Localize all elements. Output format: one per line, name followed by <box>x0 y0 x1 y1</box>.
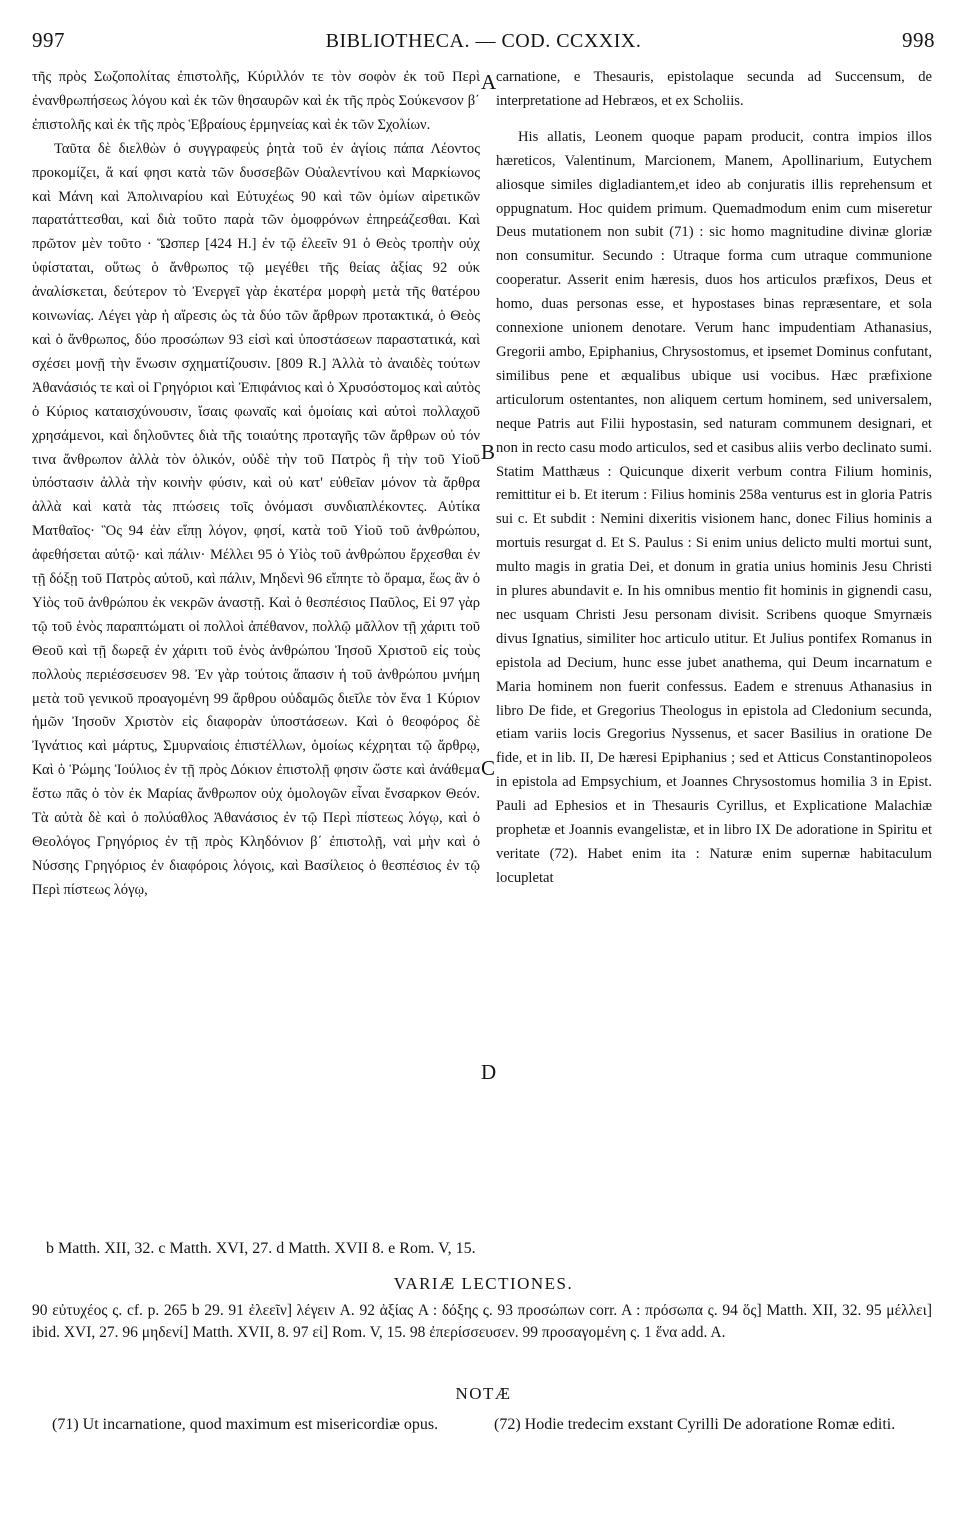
running-title: BIBLIOTHECA. — COD. CCXXIX. <box>325 30 642 52</box>
latin-text-column <box>496 66 932 891</box>
scripture-footnotes: b Matth. XII, 32. c Matth. XVI, 27. d Matth. XVII 8. e Rom. V, 15. <box>46 1240 476 1257</box>
margin-marker-c: C <box>481 756 496 780</box>
page-header <box>32 28 935 58</box>
greek-paragraph-2: Ταῦτα δὲ διελθὼν ὁ συγγραφεὺς ῥητὰ τοῦ ἐν ἁγίοις πάπα Λέοντος προκομίζει, ἅ καί φησι κατὰ τῶν δυσσεβῶν Οὐαλεντίνου καὶ Μαρκίωνος καὶ Μάνη καὶ Ἀπολιναρίου καὶ Εὐτυχέως 90 καὶ τῶν ὁμίων αἱρετικῶν παρατάττεσθαι, καὶ διὰ τοῦτο παρὰ τῶν ὁμοφρόνων ἐπηρεάζεσθαι. Καὶ πρῶτον μὲν τοῦτο · Ὥσπερ [424 H.] ἐν τῷ ἐλεεῖν 91 ὁ Θεὸς τροπὴν οὐχ ὑφίσταται, οὕτως ὁ ἄνθρωπος τῷ μεγέθει τῆς θείας ἀξίας 92 οὐκ ἀναλίσκεται, δεύτερον τὸ Ἐνεργεῖ γὰρ ἑκατέρα μορφὴ μετὰ τῆς θατέρου κοινωνίας. Λέγει γὰρ ἡ αἵρεσις ὡς τὰ δύο τῶν ἄρθρων προτακτικά, ὁ Θεὸς καὶ ὁ ἄνθρωπος, δύο προσώπων 93 εἰσὶ καὶ ὑποστάσεων παραστατικά, καὶ σχέσει μονῇ τὴν ἕνωσιν σχηματίζουσιν. [809 R.] Ἀλλὰ τὸ ἀναιδὲς τούτων Ἀθανάσιός τε καὶ οἱ Γρηγόριοι καὶ Ἐπιφάνιος καὶ ὁ Χρυσόστομος καὶ αὐτὸς ὁ Κύριος καταισχύνουσιν, ἴσαις φωναῖς καὶ ὁμοίαις καὶ αὐτοὶ πολλαχοῦ χρησάμενοι, καὶ δηλοῦντες διὰ τῆς τοιαύτης προταγῆς τῶν ἄρθρων οὐ τόν τινα ἄνθρωπον ἀλλὰ τὸν ὁλικόν, οὐδὲ τὴν τοῦ Πατρὸς ἢ τὴν τοῦ Υἱοῦ ὑπόστασιν ἀλλὰ τὴν κοινὴν φύσιν, καὶ οὐ κατ' εὐθεῖαν μόνον τὰ ἄρθρα ἀλλὰ καὶ κατὰ τὰς πτώσεις τοῖς ὀνόμασι συνδιαπλέκοντες. Αὐτίκα Ματθαῖος· Ὃς 94 ἐὰν εἴπῃ λόγον, φησί, κατὰ τοῦ Υἱοῦ τοῦ ἀνθρώπου, ἀφεθήσεται αὐτῷ· καὶ πάλιν· Μέλλει 95 ὁ Υἱὸς τοῦ ἀνθρώπου ἔρχεσθαι ἐν τῇ δόξῃ τοῦ Πατρὸς αὐτοῦ, καὶ πάλιν, Μηδενὶ 96 εἴπητε τὸ ὅραμα, ἕως ἂν ὁ Υἱὸς τοῦ ἀνθρώπου ἐκ νεκρῶν ἀναστῇ. Καὶ ὁ θεσπέσιος Παῦλος, Εἰ 97 γὰρ τῷ τοῦ ἑνὸς παραπτώματι οἱ πολλοὶ ἀπέθανον, πολλῷ μᾶλλον τῇ χάριτι τοῦ Θεοῦ καὶ τῇ δωρεᾷ ἐν χάριτι τοῦ ἑνὸς ἀνθρώπου Ἰησοῦ Χριστοῦ εἰς τοὺς πολλοὺς περιέσσευσεν 98. Ἐν γὰρ τούτοις ἅπασιν ἡ τοῦ ἀνθρώπου μνήμη μετὰ τοῦ γενικοῦ προαγομένη 99 ἄρθρου οὐδαμῶς διεῖλε τὸν ἕνα 1 Κύριον ἡμῶν Ἰησοῦν Χριστὸν εἰς διαφορὰν ὑποστάσεων. Καὶ ὁ θεοφόρος δὲ Ἰγνάτιος καὶ μάρτυς, Σμυρναίοις ἐπιστέλλων, ὁμοίως κέχρηται τῷ ἄρθρῳ, Καὶ ὁ Ῥώμης Ἰούλιος ἐν τῇ πρὸς Δόκιον ἐπιστολῇ φησιν ὥστε καὶ ἀνάθεμα ἔστω πᾶς ὁ τὸν ἐκ Μαρίας ἄνθρωπον οὐχ ὁμολογῶν εἶναι ἔνσαρκον Θεόν. Τὰ αὐτὰ δὲ καὶ ὁ πολύαθλος Ἀθανάσιος ἐν τῷ Περὶ πίστεως λόγῳ, καὶ ὁ Θεολόγος Γρηγόριος ἐν τῇ πρὸς Κληδόνιον β΄ ἐπιστολῇ, ναὶ μὴν καὶ ὁ Νύσσης Γρηγόριος ἐν διαφόροις λόγοις, καὶ Βασίλειος ὁ θεσπέσιος ἐν τῷ Περὶ πίστεως λόγῳ, <box>32 140 480 898</box>
margin-marker-a: A <box>481 70 497 94</box>
notae-title: NOTÆ <box>455 1384 512 1403</box>
greek-text-column <box>32 66 480 903</box>
variae-lectiones-title: VARIÆ LECTIONES. <box>393 1274 574 1293</box>
latin-paragraph-1: carnatione, e Thesauris, epistolaque secunda ad Succensum, de interpretatione ad Hebræos, et ex Scholiis. <box>496 69 932 109</box>
latin-paragraph-2: His allatis, Leonem quoque papam producit, contra impios illos hæreticos, Valentinum, Marcionem, Manem, Apollinarium, Eutychem aliosque similes digladiantem,et ideo ab conjuratis illis reprehensum et oppugnatum. Hoc quidem primum. Quemadmodum enim cum miseretur Deus mutationem non subit (71) : sic homo magnitudine divinæ gloriæ non consumitur. Secundo : Utraque forma cum utraque communione cooperatur. Asserit enim hæresis, duos hos articulos præfixos, Deus et homo, duas personas esse, et hypostases binas repræsentare, et sola connexione unionem denotare. Verum hanc impudentiam Athanasius, Gregorii ambo, Epiphanius, Chrysostomus, et ipsemet Dominus confutant, similibus pene et æqualibus ubique usi vocibus. Hæc præfixione articulorum ostentantes, non aliquem certum hominem, sed universalem, neque Patris aut Filii hypostasin, sed naturam communem designari, et non in recto casu modo articulos, sed et casibus aliis verbo declinato sumi. Statim Matthæus : Quicunque dixerit verbum contra Filium hominis, remittitur ei b. Et iterum : Filius hominis 258a venturus est in gloria Patris sui c. Et subdit : Nemini dixeritis visionem hanc, donec Filius hominis a mortuis resurgat d. Et S. Paulus : Si enim unius delicto multi mortui sunt, multo magis in gratia Dei, et donum in gratia unius hominis Jesu Christi in plures abundavit e. In his omnibus mentio fit hominis in gignendi casu, nec usquam Christi Jesu personam divisit. Scribens quoque Smyrnæis divus Ignatius, similiter hoc articulo utitur. Et Julius pontifex Romanus in epistola ad Decium, hunc esse jubet anathema, qui Deum incarnatum e Maria hominem non fuerit confessus. Eadem e strenuus Athanasius in libro De fide, et Gregorius Theologus in epistola ad Cledonium secunda, etiam variis locis Gregorius Nyssenus, et sacer Basilius in oratione De fide, et in lib. II, De hæresi Epiphanius ; sed et Atticus Constantinopoleos in epistola ad Empsychium, et Joannes Chrysostomus homilia 3 in Epist. Pauli ad Ephesios et in Thesauris Cyrillus, et Explicatione Malachiæ prophetæ et Joannis evangelistæ, et in libro IX De adoratione in Spiritu et veritate (72). Habet enim ita : Naturæ enim supernæ habitaculum locupletat <box>496 128 932 886</box>
margin-marker-d: D <box>481 1060 497 1084</box>
variae-lectiones-text: 90 εὐτυχέος ς. cf. p. 265 b 29. 91 ἐλεεῖν] λέγειν A. 92 ἀξίας A : δόξης ς. 93 προσώπων corr. A : πρόσωπα ς. 94 ὅς] Matth. XII, 32. 95 μέλλει] ibid. XVI, 27. 96 μηδενί] Matth. XVII, 8. 97 εἰ] Rom. V, 15. 98 ἐπερίσσευσεν. 99 προσαγομένη ς. 1 ἕνα add. A. <box>32 1302 932 1341</box>
nota-72: (72) Hodie tredecim exstant Cyrilli De adoratione Romæ editi. <box>494 1416 896 1433</box>
page-number-left: 997 <box>32 28 65 52</box>
nota-71: (71) Ut incarnatione, quod maximum est misericordiæ opus. <box>52 1416 439 1433</box>
margin-marker-b: B <box>481 440 496 464</box>
greek-paragraph-1: τῆς πρὸς Σωζοπολίτας ἐπιστολῆς, Κύριλλόν τε τὸν σοφὸν ἐκ τοῦ Περὶ ἐνανθρωπήσεως λόγου καὶ ἐκ τῶν θησαυρῶν καὶ ἐκ τῆς πρὸς Σούκενσον β΄ ἐπιστολῆς καὶ ἐκ τῆς πρὸς Ἑβραίους ἑρμηνείας καὶ ἐκ τῶν Σχολίων. <box>32 69 480 133</box>
page-number-right: 998 <box>902 28 935 52</box>
